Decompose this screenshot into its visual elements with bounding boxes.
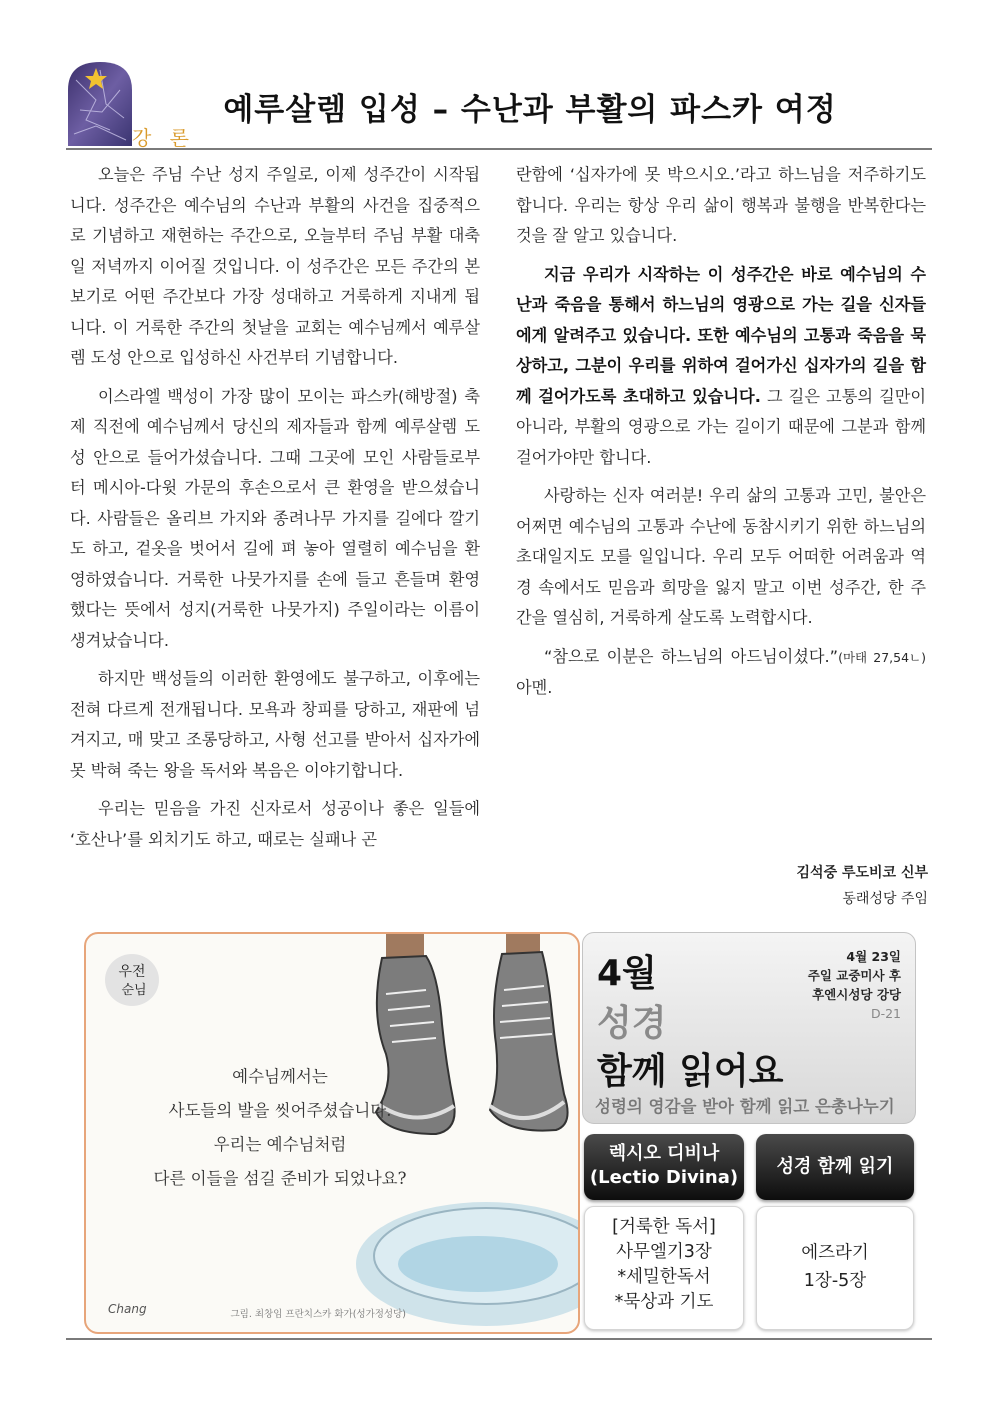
- author-name: 김석중 루도비코 신부: [796, 865, 928, 881]
- samuel-line: *세밀한독서: [617, 1267, 711, 1287]
- article-paragraph: 란함에 ‘십자가에 못 박으시오.’라고 하느님을 저주하기도 합니다. 우리는 항상 우리 삶이 행복과 불행을 반복한다는 것을 잘 알고 있습니다.: [516, 165, 926, 245]
- panel-schedule: [808, 947, 901, 1023]
- samuel-line: *묵상과 기도: [614, 1292, 714, 1312]
- article-paragraph: 사랑하는 신자 여러분! 우리 삶의 고통과 고민, 불안은 어쩌면 예수님의 고통과 수난에 동참시키기 위한 하느님의 초대일지도 모를 일입니다. 우리 모두 어떠한 어려움과 역경 속에서도 믿음과 희망을 잃지 말고 이번 성주간, 한 주간을 열심히, 거룩하게 살도록 노력합시다.: [516, 486, 926, 627]
- samuel-reading-box: [584, 1206, 744, 1330]
- article-paragraph: 우리는 믿음을 가진 신자로서 성공이나 좋은 일들에 ‘호산나’를 외치기도 하고, 때로는 실패나 곤: [70, 799, 480, 849]
- quote-reference: (마태 27,54ㄴ): [838, 649, 926, 665]
- closing-quote: [516, 642, 926, 704]
- panel-month: 4월: [597, 953, 657, 994]
- samuel-line: [거룩한 독서]: [612, 1217, 716, 1237]
- illustration-credit: 그림. 최창임 프란치스카 화가(성가정성당): [230, 1309, 406, 1320]
- quote-text: “참으로 이분은 하느님의 아드님이셨다.”: [544, 646, 839, 666]
- ezra-line: 에즈라기: [801, 1243, 869, 1263]
- panel-heading-line1: 성경: [597, 1003, 667, 1044]
- svg-text:순님: 순님: [121, 983, 147, 998]
- bible-reading-panel: [582, 932, 916, 1124]
- lectio-label: 렉시오 디비나: [608, 1143, 720, 1164]
- article-right-column: [516, 160, 926, 712]
- panel-dday: D-21: [870, 1006, 901, 1021]
- panel-time: 주일 교중미사 후: [807, 968, 901, 983]
- article-paragraph: 이스라엘 백성이 가장 많이 모이는 파스카(해방절) 축제 직전에 예수님께서 당신의 제자들과 함께 예루살렘 도성 안으로 들어가셨습니다. 그때 그곳에 모인 사람들로부터 메시아-다윗 가문의 후손으로서 큰 환영을 받으셨습니다. 사람들은 올리브 가지와 종려나무 가지를 길에다 깔기도 하고, 겉옷을 벗어서 길에 펴 놓아 열렬히 예수님을 환영하였습니다. 거룩한 나뭇가지를 손에 들고 흔들며 환영했다는 뜻에서 성지(거룩한 나뭇가지) 주일이라는 이름이 생겨났습니다.: [70, 386, 480, 650]
- bottom-divider: [66, 1338, 932, 1340]
- illustration-caption: [130, 1060, 430, 1196]
- caption-line: 다른 이들을 섬길 준비가 되었나요?: [153, 1169, 407, 1188]
- title-divider: [66, 148, 932, 150]
- lectio-divina-button[interactable]: [584, 1134, 744, 1200]
- panel-date: 4월 23일: [846, 949, 901, 964]
- stamp-seal-icon: [102, 948, 166, 1010]
- author-role: 동래성당 주임: [842, 891, 928, 907]
- section-label: 강 론: [132, 126, 195, 150]
- panel-heading-line2: 함께 읽어요: [597, 1051, 784, 1092]
- lectio-latin-label: (Lectio Divina): [589, 1167, 739, 1188]
- read-bible-together-button[interactable]: 성경 함께 읽기: [756, 1134, 914, 1200]
- stained-glass-logo-icon: [66, 60, 134, 146]
- ezra-line: 1장-5장: [803, 1271, 867, 1291]
- article-paragraph: 오늘은 주님 수난 성지 주일로, 이제 성주간이 시작됩니다. 성주간은 예수님의 수난과 부활의 사건을 집중적으로 기념하고 재현하는 주간으로, 오늘부터 주님 부활 대축일 저녁까지 이어질 것입니다. 이 성주간은 모든 주간의 본보기로 어떤 주간보다 가장 성대하고 거룩하게 지내게 됩니다. 이 거룩한 주간의 첫날을 교회는 예수님께서 예루살렘 도성 안으로 입성하신 사건부터 기념합니다.: [70, 165, 480, 367]
- caption-line: 사도들의 발을 씻어주셨습니다.: [168, 1101, 392, 1120]
- author-signature: [797, 860, 928, 912]
- illustration-card: [84, 932, 580, 1334]
- emphasis-text: 지금 우리가 시작하는 이 성주간은 바로 예수님의 수난과 죽음을 통해서 하느님의 영광으로 가는 길을 신자들에게 알려주고 있습니다. 또한 예수님의 고통과 죽음을 묵상하고, 그분이 우리를 위하여 걸어가신 십자가의 길을 함께 걸어가도록 초대하고 있습니다.: [516, 264, 926, 406]
- caption-line: 우리는 예수님처럼: [213, 1135, 347, 1154]
- page-title: 예루살렘 입성 – 수난과 부활의 파스카 여정: [223, 92, 837, 128]
- paragraph-continuation: 그 길은 고통의 길만이 아니라, 부활의 영광으로 가는 길이기 때문에 그분과 함께 걸어가야만 합니다.: [516, 386, 926, 467]
- quote-amen: 아멘.: [516, 678, 553, 697]
- samuel-line: 사무엘기3장: [616, 1242, 712, 1262]
- panel-place: 후엔시성당 강당: [812, 987, 901, 1002]
- svg-text:우전: 우전: [118, 964, 146, 980]
- article-left-column: [70, 160, 480, 863]
- ezra-reading-box: [756, 1206, 914, 1330]
- panel-subtitle: 성령의 영감을 받아 함께 읽고 은총나누기: [595, 1097, 895, 1116]
- article-paragraph-emphasis: [516, 260, 926, 474]
- artist-signature: Chang: [108, 1302, 147, 1316]
- article-paragraph: 하지만 백성들의 이러한 환영에도 불구하고, 이후에는 전혀 다르게 전개됩니다. 모욕과 창피를 당하고, 재판에 넘겨지고, 매 맞고 조롱당하고, 사형 선고를 받아서 십자가에 못 박혀 죽는 왕을 독서와 복음은 이야기합니다.: [70, 669, 480, 780]
- caption-line: 예수님께서는: [232, 1067, 328, 1086]
